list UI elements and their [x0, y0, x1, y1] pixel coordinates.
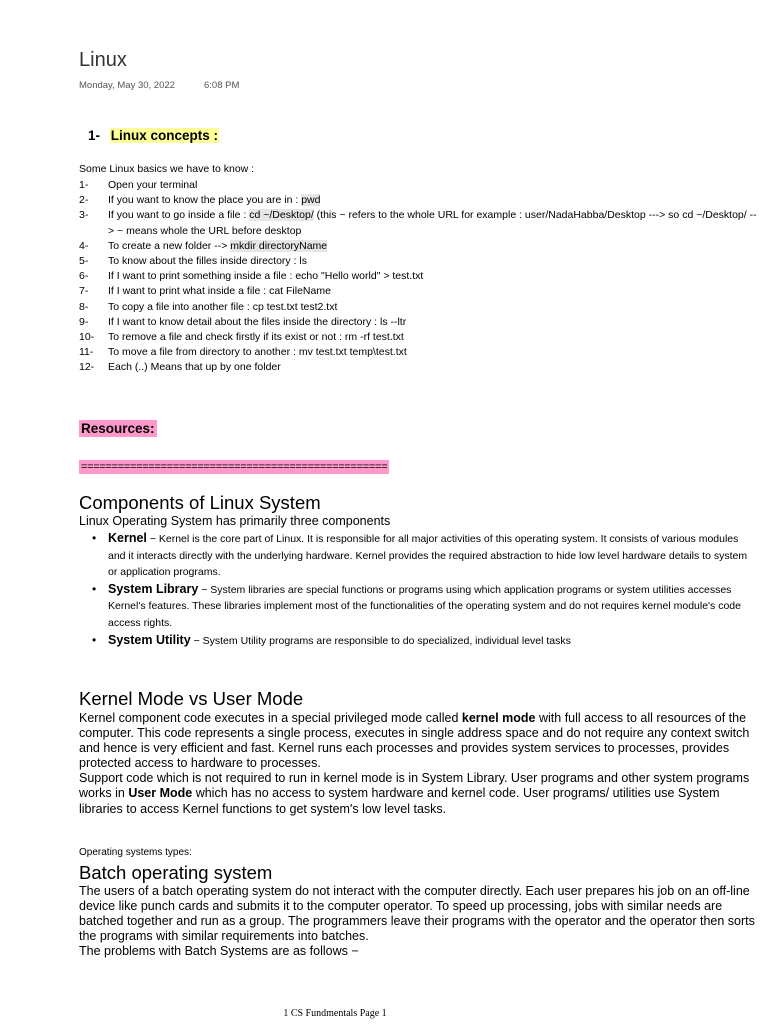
page-time: 6:08 PM	[204, 80, 240, 91]
steps-list	[79, 178, 759, 376]
list-item: 2- If you want to know the place you are in : pwd	[79, 194, 321, 207]
list-item: 1- Open your terminal	[79, 179, 198, 191]
resources-label: Resources:	[81, 421, 155, 436]
os-types-label: Operating systems types:	[79, 847, 192, 858]
components-list	[108, 530, 758, 649]
code-snippet: pwd	[301, 194, 321, 207]
list-item: • Kernel − Kernel is the core part of Linux. It is responsible for all major activities of this operating system. It consists of various modules and it interacts directly with the underlying hardware. Kernel provides the required abstraction to hide low level hardware details to system or application programs.	[108, 530, 758, 581]
list-item: 12- Each (..) Means that up by one folder	[79, 361, 281, 374]
kernel-mode-paragraph: Kernel component code executes in a special privileged mode called kernel mode with full access to all resources of the computer. This code represents a single process, executes in single address space and do not require any context switch and hence is very efficient and fast. Kernel runs each processes and provides system services to processes, provides protected access to hardware to processes. Support code which is not required to run in kernel mode is in System Library. User programs and other system programs works in User Mode which has no access to system hardware and kernel code. User programs/ utilities use System libraries to access Kernel functions to get system's low level tasks.	[79, 711, 750, 816]
section-number: 1-	[88, 128, 101, 143]
batch-os-heading: Batch operating system	[79, 862, 273, 883]
concepts-intro: Some Linux basics we have to know :	[79, 163, 255, 175]
list-item: 7- If I want to print what inside a file : cat FileName	[79, 285, 331, 298]
list-item: 3- If you want to go inside a file : cd ~/Desktop/ (this ~ refers to the whole URL for example : user/NadaHabba/Desktop ---> so cd ~/Desktop/ --> ~ means whole the URL before desktop	[79, 209, 757, 237]
page-title: Linux	[79, 49, 127, 71]
page-date: Monday, May 30, 2022	[79, 80, 175, 91]
kernel-mode-heading: Kernel Mode vs User Mode	[79, 688, 304, 709]
code-snippet: cd ~/Desktop/	[249, 209, 314, 222]
list-item: • System Utility − System Utility programs are responsible to do specialized, individual level tasks	[108, 632, 758, 650]
list-item: 11- To move a file from directory to another : mv test.txt temp\test.txt	[79, 346, 407, 359]
list-item: • System Library − System libraries are special functions or programs using which application programs or system utilities accesses Kernel's features. These libraries implement most of the functionalities of the operating system and do not requires kernel module's code access rights.	[108, 581, 758, 632]
section-heading-concepts	[88, 128, 219, 143]
code-snippet: mkdir directoryName	[230, 239, 328, 252]
list-item: 8- To copy a file into another file : cp test.txt test2.txt	[79, 300, 338, 313]
list-item: 4- To create a new folder --> mkdir directoryName	[79, 239, 328, 252]
section-divider: ==================================================	[81, 461, 388, 473]
list-item: 6- If I want to print something inside a file : echo "Hello world" > test.txt	[79, 270, 424, 283]
components-heading: Components of Linux System	[79, 492, 321, 513]
list-item: 5- To know about the filles inside directory : ls	[79, 255, 308, 268]
list-item: 10- To remove a file and check firstly if its exist or not : rm -rf test.txt	[79, 331, 404, 344]
batch-os-paragraph: The users of a batch operating system do not interact with the computer directly. Each user prepares his job on an off-line device like punch cards and submits it to the computer operator. To speed up processing, jobs with similar needs are batched together and run as a group. The programmers leave their programs with the operator and the operator then sorts the programs with similar requirements into batches. The problems with Batch Systems are as follows −	[79, 884, 755, 959]
components-intro: Linux Operating System has primarily three components	[79, 514, 391, 528]
section-title: Linux concepts :	[110, 128, 219, 143]
list-item: 9- If I want to know detail about the files inside the directory : ls --ltr	[79, 315, 407, 328]
page-footer: 1 CS Fundmentals Page 1	[283, 1008, 387, 1019]
